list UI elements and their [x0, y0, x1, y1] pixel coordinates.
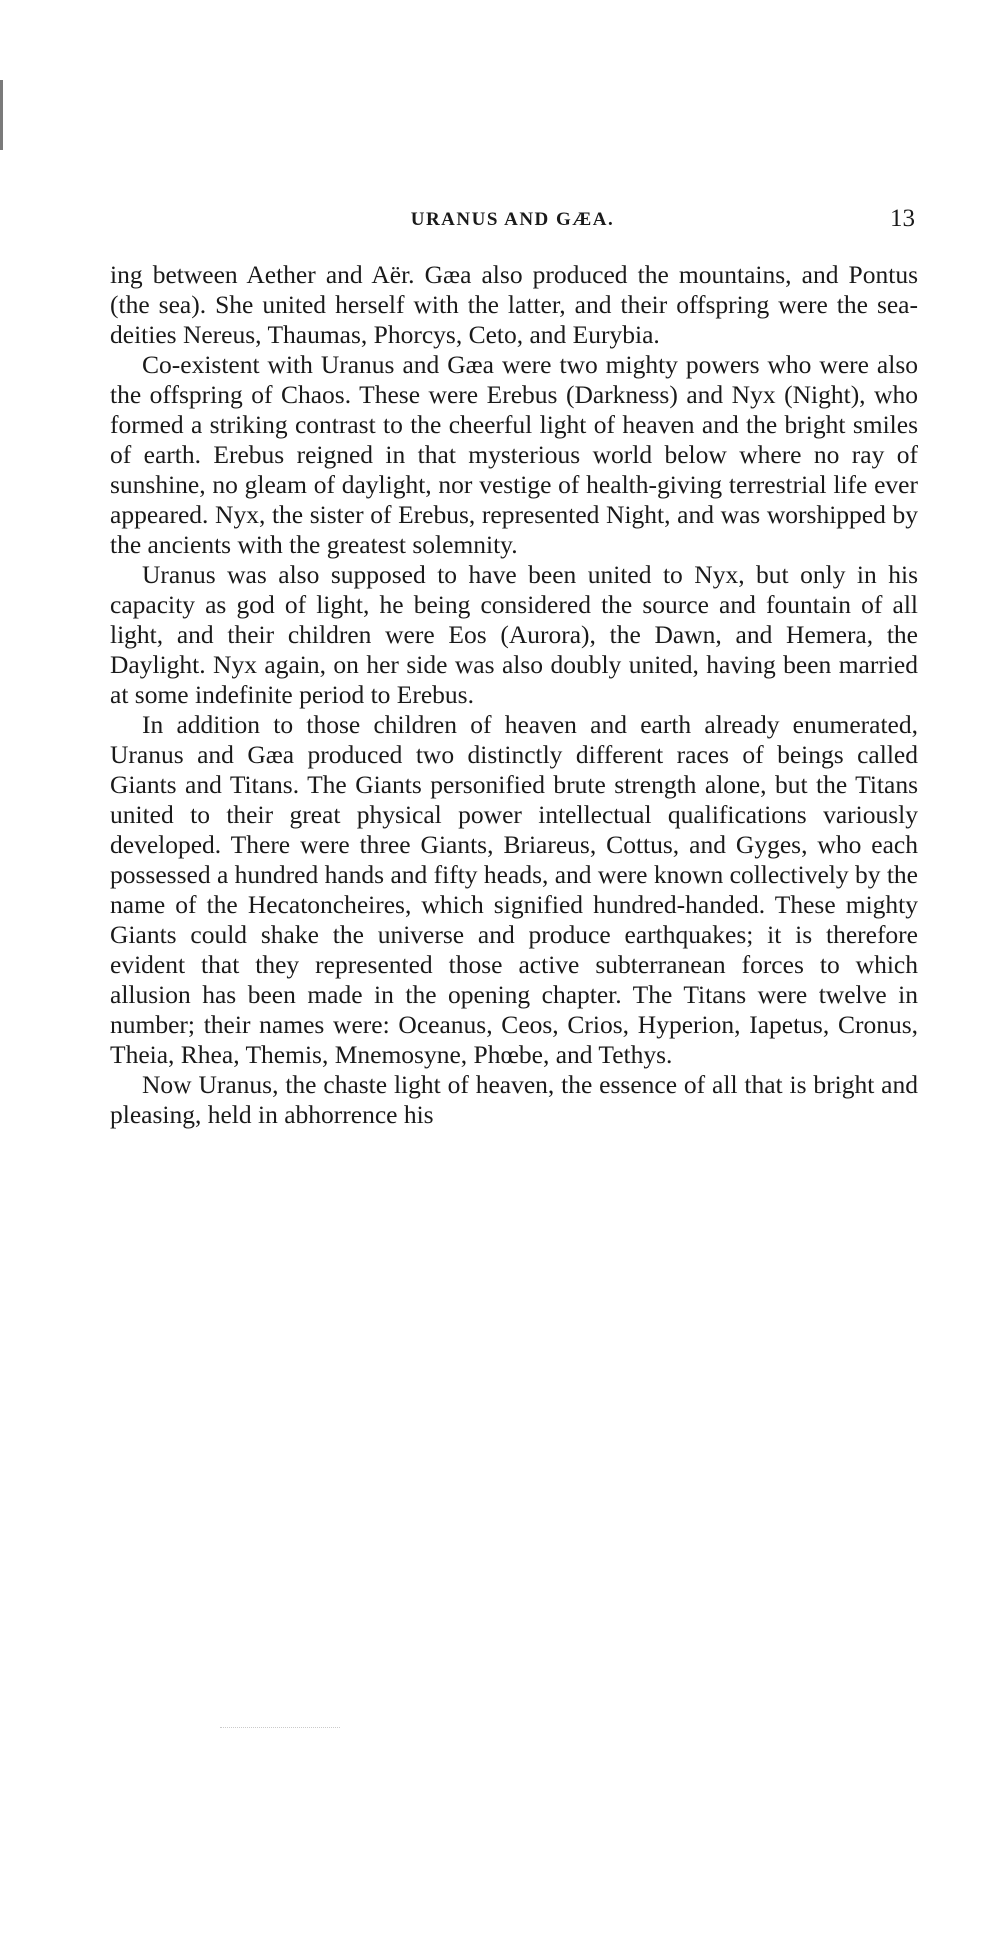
paragraph-erebus-nyx: Co-existent with Uranus and Gæa were two mighty powers who were also the offspring of Chaos. These were Erebus (Darkness) and Nyx (Night), who formed a striking contrast to the cheerful light of heaven and the bright smiles of earth. Erebus reigned in that mysterious world below where no ray of sunshine, no gleam of daylight, nor vestige of health-giving terrestrial life ever appeared. Nyx, the sister of Erebus, represented Night, and was worshipped by the ancients with the greatest solemnity. — [110, 350, 918, 559]
page-header — [110, 205, 915, 235]
paragraph-uranus-nyx: Uranus was also supposed to have been united to Nyx, but only in his capacity as god of light, he being considered the source and fountain of all light, and their children were Eos (Aurora), the Dawn, and Hemera, the Daylight. Nyx again, on her side was also doubly united, having been married at some indefinite period to Erebus. — [110, 560, 918, 709]
paragraph-uranus-light: Now Uranus, the chaste light of heaven, the essence of all that is bright and pleasing, held in abhorrence his — [110, 1070, 918, 1129]
running-title: URANUS AND GÆA. — [410, 209, 615, 230]
page-edge-mark — [0, 80, 9, 150]
body-text — [110, 260, 918, 1130]
paragraph-giants-titans: In addition to those children of heaven and earth already enumerated, Uranus and Gæa produced two distinctly different races of beings called Giants and Titans. The Giants personified brute strength alone, but the Titans united to their great physical power intellectual qualifications variously developed. There were three Giants, Briareus, Cottus, and Gyges, who each possessed a hundred hands and fifty heads, and were known collectively by the name of the Hecatoncheires, which signified hundred-handed. These mighty Giants could shake the universe and produce earthquakes; it is therefore evident that they represented those active subterranean forces to which allusion has been made in the opening chapter. The Titans were twelve in number; their names were: Oceanus, Ceos, Crios, Hyperion, Iapetus, Cronus, Theia, Rhea, Themis, Mnemosyne, Phœbe, and Tethys. — [110, 710, 918, 1069]
page-number: 13 — [890, 205, 915, 232]
paragraph-continuation: ing between Aether and Aër. Gæa also produced the mountains, and Pontus (the sea). She united herself with the latter, and their offspring were the sea-deities Nereus, Thaumas, Phorcys, Ceto, and Eurybia. — [110, 260, 918, 349]
footer-marks — [220, 1727, 340, 1732]
